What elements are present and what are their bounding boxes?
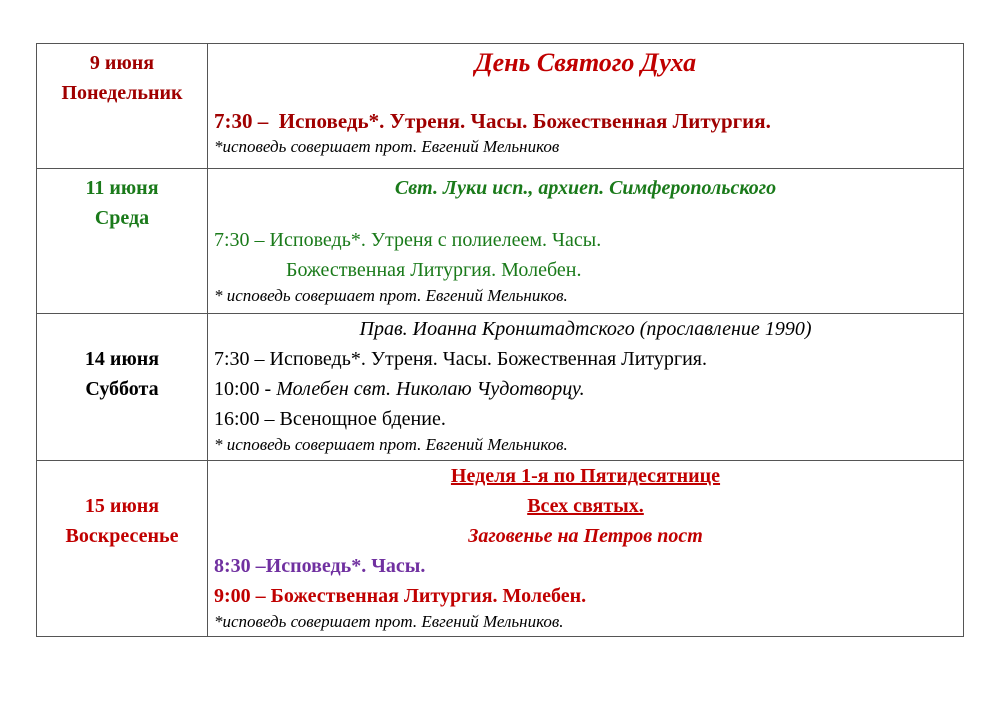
content-cell xyxy=(208,44,964,169)
table-row xyxy=(37,314,964,461)
date-label: 11 июня xyxy=(85,177,159,199)
date-cell xyxy=(37,44,208,169)
service-line: 7:30 – Исповедь*. Утреня с полиелеем. Часы. xyxy=(214,229,602,251)
day-title: День Святого Духа xyxy=(474,48,697,77)
content-cell xyxy=(208,314,964,461)
confession-note: * исповедь совершает прот. Евгений Мельников. xyxy=(214,435,568,454)
confession-note: * исповедь совершает прот. Евгений Мельников. xyxy=(214,286,568,305)
confession-note: *исповедь совершает прот. Евгений Мельников. xyxy=(214,612,564,631)
day-title: Прав. Иоанна Кронштадтского (прославление 1990) xyxy=(359,318,812,340)
day-title: Неделя 1-я по Пятидесятнице xyxy=(450,465,721,487)
service-time: 10:00 - xyxy=(214,378,272,400)
service-time: 7:30 – xyxy=(214,109,269,133)
service-line: 8:30 –Исповедь*. Часы. xyxy=(214,555,426,577)
date-label: 9 июня xyxy=(89,52,155,74)
weekday-label: Воскресенье xyxy=(65,525,179,547)
date-cell xyxy=(37,314,208,461)
service-line: 7:30 – Исповедь*. Утреня. Часы. Божественная Литургия. xyxy=(214,348,707,370)
service-line: 16:00 – Всенощное бдение. xyxy=(214,408,446,430)
table-row xyxy=(37,44,964,169)
service-text: Исповедь*. Утреня. Часы. Божественная Литургия. xyxy=(278,109,771,133)
weekday-label: Среда xyxy=(94,207,150,229)
service-line xyxy=(214,106,957,136)
service-line: 9:00 – Божественная Литургия. Молебен. xyxy=(214,585,587,607)
date-cell xyxy=(37,169,208,314)
table-row xyxy=(37,169,964,314)
service-text: Молебен свт. Николаю Чудотворцу. xyxy=(276,378,585,400)
date-cell xyxy=(37,461,208,637)
service-line xyxy=(214,374,957,404)
weekday-label: Понедельник xyxy=(61,82,183,104)
date-label: 15 июня xyxy=(84,495,160,517)
date-label: 14 июня xyxy=(84,348,160,370)
content-cell xyxy=(208,461,964,637)
day-subtitle: Всех святых. xyxy=(527,495,644,517)
content-cell xyxy=(208,169,964,314)
day-title: Свт. Луки исп., архиеп. Симферопольского xyxy=(394,177,777,199)
confession-note: *исповедь совершает прот. Евгений Мельников xyxy=(214,137,560,156)
schedule-table xyxy=(36,43,964,637)
weekday-label: Суббота xyxy=(85,378,159,400)
service-line: Божественная Литургия. Молебен. xyxy=(286,259,582,281)
table-row xyxy=(37,461,964,637)
day-subtitle: Заговенье на Петров пост xyxy=(468,525,703,547)
